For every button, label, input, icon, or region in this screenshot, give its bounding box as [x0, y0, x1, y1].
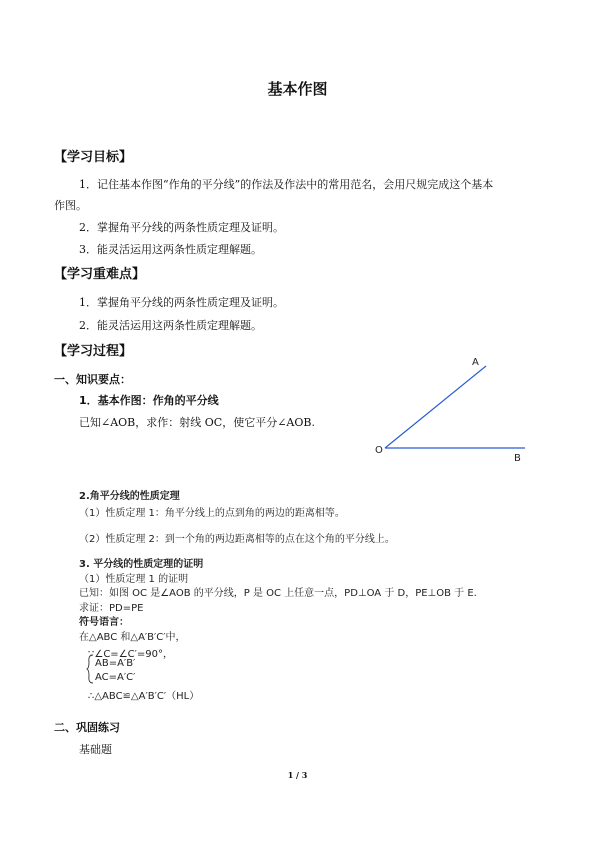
knowledge-points-heading: 一、知识要点： [54, 373, 131, 386]
keypoint-item-1: 1．掌握角平分线的两条性质定理及证明。 [79, 296, 284, 309]
label-b: B [514, 453, 521, 462]
theorem-1: （1）性质定理 1：角平分线上的点到角的两边的距离相等。 [79, 508, 345, 519]
proof-given: 已知：如图 OC 是∠AOB 的平分线，P 是 OC 上任意一点，PD⊥OA 于 D，PE⊥OB 于 E. [79, 588, 477, 599]
goal-item-3: 3．能灵活运用这两条性质定理解题。 [79, 243, 262, 256]
angle-figure [370, 352, 540, 462]
proof-sub-heading: （1）性质定理 1 的证明 [79, 574, 189, 585]
symbol-line-3: AB=A′B′ [95, 658, 136, 669]
basic-construction-heading: 1．基本作图：作角的平分线 [79, 394, 219, 407]
section-heading-process: 【学习过程】 [54, 344, 133, 359]
section-heading-keypoints: 【学习重难点】 [54, 267, 146, 282]
keypoint-item-2: 2．能灵活运用这两条性质定理解题。 [79, 319, 262, 332]
ray-oa [385, 366, 486, 448]
brace-icon [86, 654, 94, 684]
goal-item-1: 1．记住基本作图“作角的平分线”的作法及作法中的常用范名，会用尺规完成这个基本 [79, 178, 494, 191]
section-heading-goals: 【学习目标】 [54, 150, 133, 165]
page-title: 基本作图 [267, 80, 328, 98]
goal-item-2: 2．掌握角平分线的两条性质定理及证明。 [79, 221, 284, 234]
symbol-line-2: ∵∠C=∠C′=90°， [88, 649, 174, 660]
page-number: 1 / 3 [287, 770, 308, 780]
basic-questions-label: 基础题 [79, 743, 112, 756]
symbol-line-4: AC=A′C′ [95, 672, 136, 683]
construction-task-text: 已知∠AOB，求作：射线 OC，使它平分∠AOB. [79, 416, 315, 429]
label-o: O [375, 445, 383, 456]
goal-item-1-cont: 作图。 [54, 199, 87, 212]
symbol-language-label: 符号语言： [79, 617, 129, 628]
proof-prove: 求证：PD=PE [79, 603, 144, 614]
proof-heading: 3. 平分线的性质定理的证明 [79, 559, 204, 570]
theorem-2: （2）性质定理 2：到一个角的两边距离相等的点在这个角的平分线上。 [79, 534, 395, 545]
symbol-line-5: ∴△ABC≌△A′B′C′（HL） [88, 691, 200, 702]
theorem-heading: 2.角平分线的性质定理 [79, 491, 180, 502]
label-a: A [472, 357, 479, 368]
symbol-line-1: 在△ABC 和△A′B′C′中， [79, 632, 186, 643]
practice-heading: 二、巩固练习 [54, 721, 120, 734]
